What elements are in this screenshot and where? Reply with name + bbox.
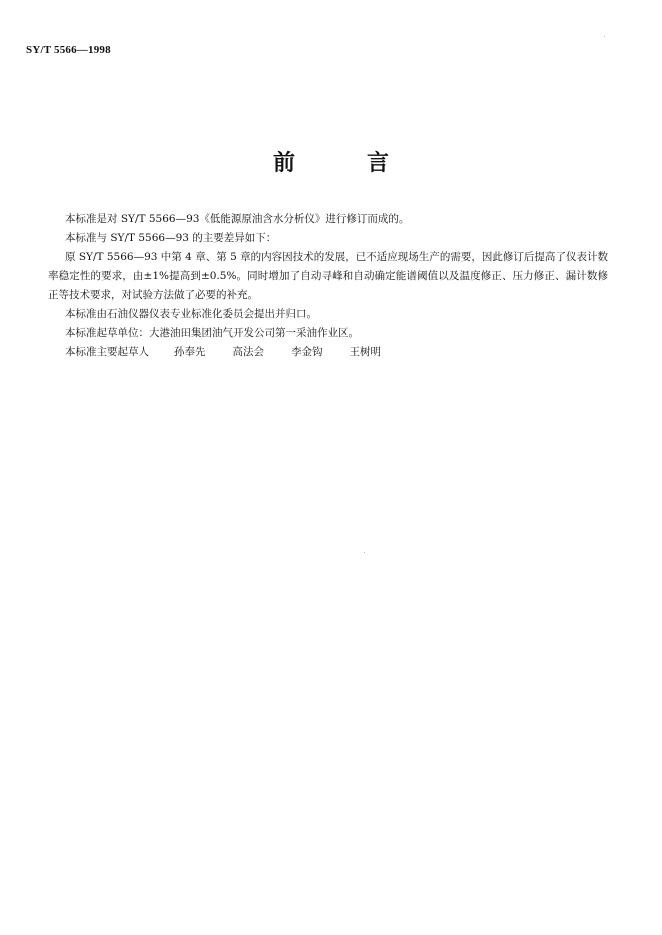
standard-code: SY/T 5566—1998 [26,44,111,56]
page-title-char-1: 前 [272,151,295,176]
paragraph-differences-detail: 原 SY/T 5566—93 中第 4 章、第 5 章的内容因技术的发展，已不适应现场生产的需要，因此修订后提高了仪表计数率稳定性的要求，由±1%提高到±0.5%。同时增加了自动寻峰和自动确定能谱阈值以及温度修正、压力修正、漏计数修正等技术要求，对试验方法做了必要的补充。 [48,251,608,301]
drafters-label: 本标准主要起草人 [65,346,149,358]
drafter-name: 李金钩 [291,346,323,358]
drafters-line [48,343,608,362]
scan-speck [364,552,365,553]
drafter-name: 王树明 [349,346,381,358]
paragraph-revision-basis: 本标准是对 SY/T 5566—93《低能源原油含水分析仪》进行修订而成的。 [65,213,410,225]
foreword-body [48,210,608,362]
page-title-char-2: 言 [367,151,390,176]
page-title [0,146,662,177]
paragraph-proposer: 本标准由石油仪器仪表专业标准化委员会提出并归口。 [65,308,317,320]
paragraph-drafting-unit: 本标准起草单位：大港油田集团油气开发公司第一采油作业区。 [65,327,359,339]
scan-speck [604,36,605,37]
drafter-name: 孙奉先 [174,346,206,358]
paragraph-differences-intro: 本标准与 SY/T 5566—93 的主要差异如下： [65,232,277,244]
drafter-name: 高法会 [232,346,264,358]
